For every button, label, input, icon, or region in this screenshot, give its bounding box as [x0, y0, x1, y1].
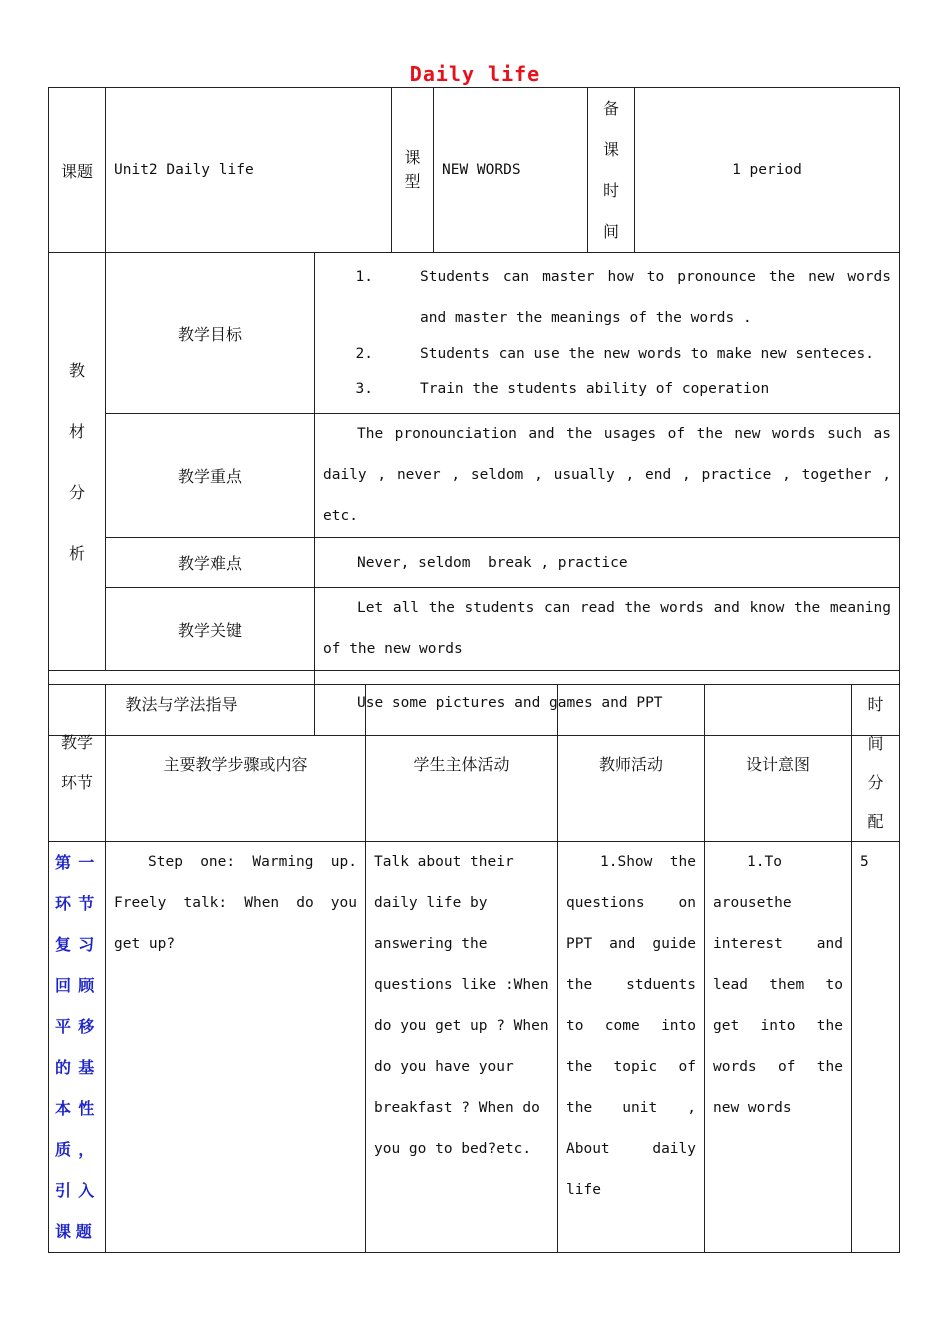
key-points-value: The pronounciation and the usages of the new words such as daily , never , seldom , usually , end , practice , together , etc. — [315, 414, 900, 538]
goal-number: 2. — [355, 346, 373, 362]
teacher-cell: 1.Show the questions on PPT and guide the stduents to come into the topic of the unit , About daily life — [558, 842, 705, 1253]
prep-time-value: 1 period — [635, 88, 900, 253]
key-points-row — [49, 414, 900, 538]
goal-text: Students can use the new words to make new senteces. — [420, 346, 874, 362]
goal-item — [315, 257, 891, 339]
process-header-row — [49, 685, 900, 842]
goal-item — [315, 339, 891, 369]
difficulties-value: Never, seldom break , practice — [315, 538, 900, 588]
key-value: Let all the students can read the words and know the meaning of the new words — [315, 588, 900, 671]
key-points-label: 教学重点 — [106, 414, 315, 538]
time-header-cell — [852, 685, 900, 842]
stage-header: 教学环节 — [60, 733, 93, 792]
header-row — [49, 88, 900, 253]
type-value: NEW WORDS — [434, 88, 588, 253]
goal-text: Students can master how to pronounce the new words and master the meanings of the words . — [420, 269, 891, 326]
prep-time-label-cell — [588, 88, 635, 253]
time-header: 时间分配 — [867, 695, 884, 831]
goal-text: Train the students ability of coperation — [420, 381, 770, 397]
key-row — [49, 588, 900, 671]
goals-label: 教学目标 — [106, 253, 315, 414]
method-label: 教法与学法指导 — [49, 671, 315, 736]
student-header: 学生主体活动 — [366, 685, 558, 842]
stage-cell — [49, 842, 106, 1253]
intent-header: 设计意图 — [705, 685, 852, 842]
key-label: 教学关键 — [106, 588, 315, 671]
goals-cell — [315, 253, 900, 414]
time-cell: 5 — [852, 842, 900, 1253]
difficulties-row — [49, 538, 900, 588]
analysis-label-cell — [49, 253, 106, 671]
stage-header-cell — [49, 685, 106, 842]
goal-number: 3. — [355, 381, 373, 397]
intent-cell: 1.To arousethe interest and lead them to get into the words of the new words — [705, 842, 852, 1253]
process-row — [49, 842, 900, 1253]
type-label-cell — [392, 88, 434, 253]
difficulties-label: 教学难点 — [106, 538, 315, 588]
method-value: Use some pictures and games and PPT — [315, 671, 900, 736]
topic-label: 课题 — [49, 88, 106, 253]
goal-item — [315, 369, 891, 409]
topic-value: Unit2 Daily life — [106, 88, 392, 253]
lesson-info-table — [48, 87, 900, 736]
prep-time-label: 备课时间 — [602, 99, 619, 241]
type-label: 课型 — [404, 148, 421, 191]
student-cell: Talk about their daily life by answering the questions like :When do you get up ? When do you have your breakfast ? When do you go to bed?etc. — [366, 842, 558, 1253]
stage-text: 第一环节复习回顾平移的基本性质，引入课题 — [55, 853, 99, 1241]
goals-list — [315, 257, 899, 409]
steps-header: 主要教学步骤或内容 — [106, 685, 366, 842]
steps-cell: Step one: Warming up. Freely talk: When do you get up? — [106, 842, 366, 1253]
page-title: Daily life — [409, 62, 541, 86]
goal-number: 1. — [355, 269, 373, 285]
analysis-label: 教材分析 — [68, 360, 85, 563]
teacher-header: 教师活动 — [558, 685, 705, 842]
teaching-process-table — [48, 684, 900, 1253]
goals-row — [49, 253, 900, 414]
